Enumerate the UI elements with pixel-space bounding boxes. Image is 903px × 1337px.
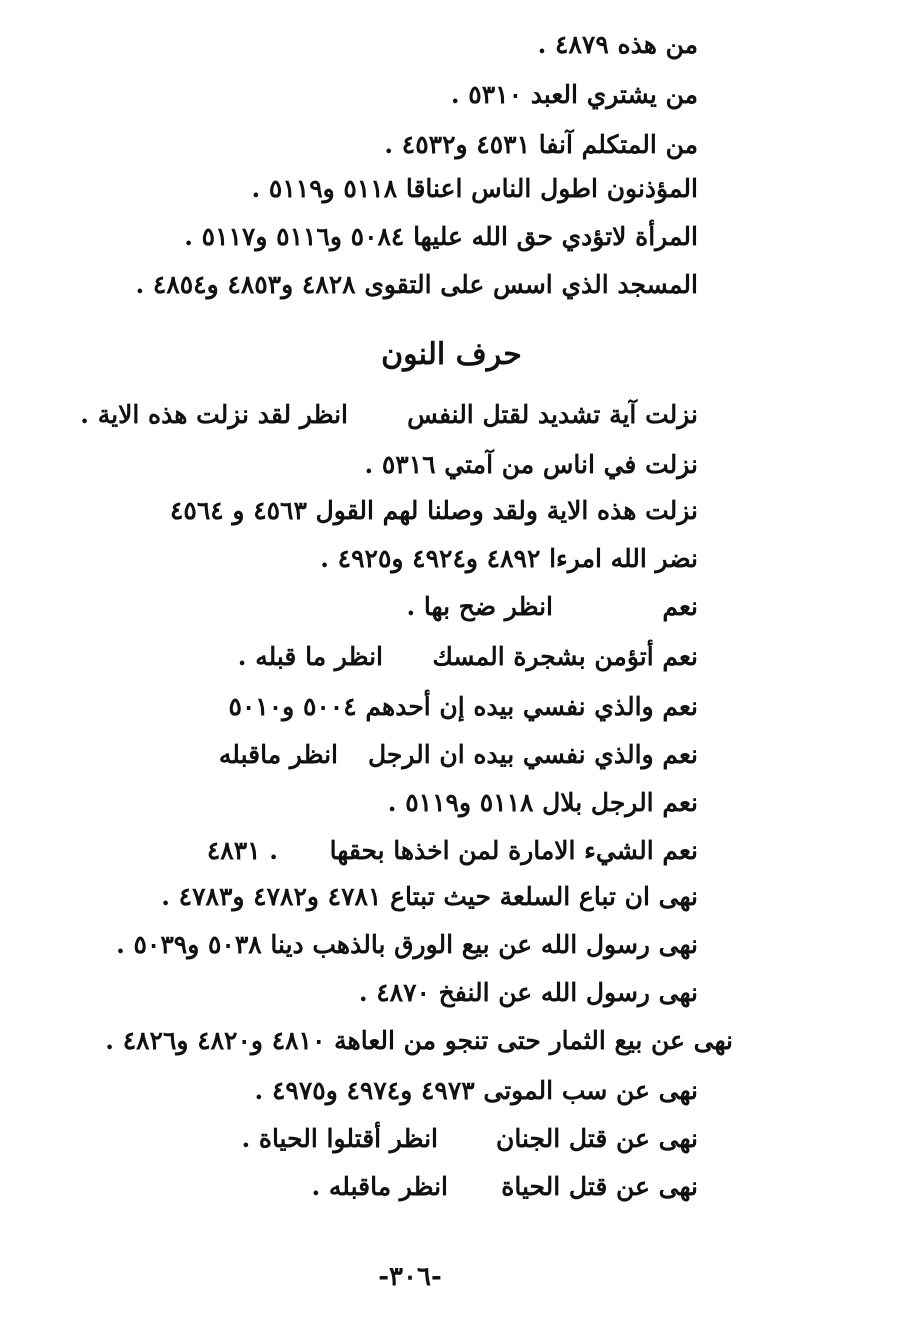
entry-line <box>407 398 698 432</box>
entry-ref: ٤٨٣١ . <box>206 836 278 865</box>
entry-ref: انظر أقتلوا الحياة . <box>241 1124 438 1153</box>
entry-line: نهى ان تباع السلعة حيث تبتاع ٤٧٨١ و٤٧٨٢ و٤٧٨٣ . <box>161 882 698 911</box>
entry-line: نهى رسول الله عن النفخ ٤٨٧٠ . <box>358 978 698 1007</box>
entry-line: نعم الشيء الامارة لمن اخذها بحقها <box>329 836 698 865</box>
entry-line: نعم أتؤمن بشجرة المسك <box>432 642 698 671</box>
entry-line: نضر الله امرءا ٤٨٩٢ و٤٩٢٤ و٤٩٢٥ . <box>320 544 698 573</box>
entry-line: نعم والذي نفسي بيده إن أحدهم ٥٠٠٤ و٥٠١٠ <box>228 692 698 721</box>
entry-ref: انظر ما قبله . <box>237 642 383 671</box>
entry-ref: انظر ضح بها . <box>406 592 553 621</box>
entry-line: نعم والذي نفسي بيده ان الرجل <box>367 740 698 769</box>
entry-ref: انظر ماقبله . <box>311 1172 448 1201</box>
entry-line: نهى عن قتل الحياة <box>501 1172 698 1201</box>
entry-line: نهى رسول الله عن بيع الورق بالذهب دينا ٥٠٣٨ و٥٠٣٩ . <box>116 930 698 959</box>
entry-line: نهى عن قتل الجنان <box>495 1124 698 1153</box>
entry-line: نزلت هذه الاية ولقد وصلنا لهم القول ٤٥٦٣ و ٤٥٦٤ <box>170 496 698 525</box>
entry-line: من هذه ٤٨٧٩ . <box>537 30 698 59</box>
entry-line: من يشتري العبد ٥٣١٠ . <box>450 80 698 109</box>
entry-line: المسجد الذي اسس على التقوى ٤٨٢٨ و٤٨٥٣ و٤٨٥٤ . <box>135 270 698 299</box>
entry-line: من المتكلم آنفا ٤٥٣١ و٤٥٣٢ . <box>384 130 698 159</box>
entry-line: نعم <box>662 592 698 621</box>
entry-line: المؤذنون اطول الناس اعناقا ٥١١٨ و٥١١٩ . <box>251 174 698 203</box>
entry-line: نعم الرجل بلال ٥١١٨ و٥١١٩ . <box>387 788 698 817</box>
entry-text: نزلت آية تشديد لقتل النفس <box>407 400 698 429</box>
section-heading: حرف النون <box>381 337 522 372</box>
entry-line: نزلت في اناس من آمتي ٥٣١٦ . <box>364 450 698 479</box>
page-number: -٣٠٦- <box>378 1262 442 1292</box>
entry-ref: انظر لقد نزلت هذه الاية . <box>80 400 348 429</box>
entry-line: نهى عن سب الموتى ٤٩٧٣ و٤٩٧٤ و٤٩٧٥ . <box>254 1076 698 1105</box>
entry-ref: انظر ماقبله <box>218 740 338 769</box>
entry-line: المرأة لاتؤدي حق الله عليها ٥٠٨٤ و٥١١٦ و٥١١٧ . <box>184 222 698 251</box>
entry-line: نهى عن بيع الثمار حتى تنجو من العاهة ٤٨١٠ و٤٨٢٠ و٤٨٢٦ . <box>105 1026 733 1055</box>
